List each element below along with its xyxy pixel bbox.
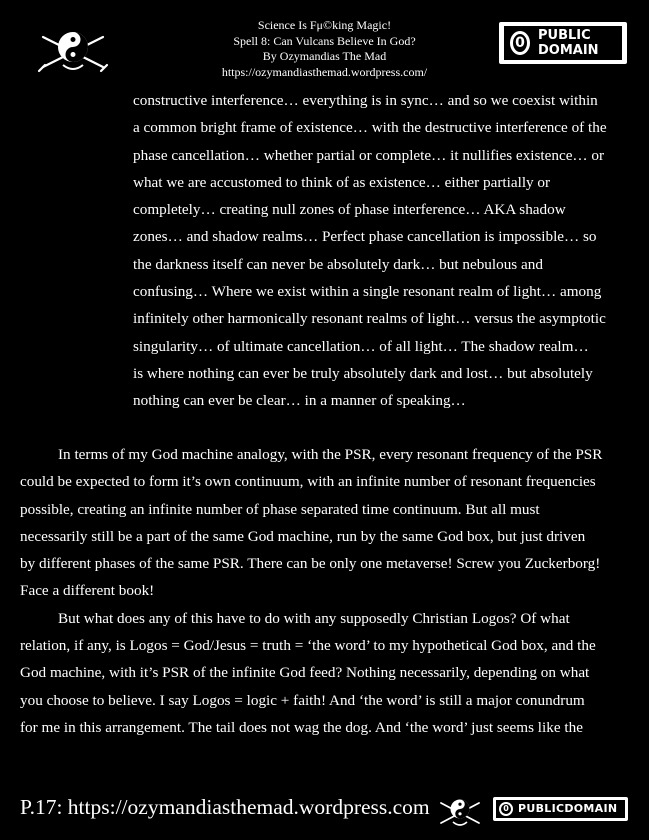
public-domain-symbol-icon: 0 [499,802,513,816]
quote-line: is where nothing can ever be truly absolutely dark and lost… but absolutely [133,364,593,382]
header-url: https://ozymandiasthemad.wordpress.com/ [221,64,428,79]
paragraph-line: In terms of my God machine analogy, with the PSR, every resonant frequency of the PSR [58,446,603,463]
paragraph-line: God machine, with it’s PSR of the infinite God feed? Nothing necessarily, depending on what [20,664,590,682]
badge-line-public: PUBLIC [538,28,591,43]
quote-line: a common bright frame of existence… with the destructive interference of the [133,119,607,137]
badge-line-domain: DOMAIN [538,43,599,58]
page-number-footer: P.17: https://ozymandiasthemad.wordpress.com [20,795,430,819]
paragraph-line: possible, creating an infinite number of phase separated time continuum. But all must [20,500,540,518]
quote-line: completely… creating null zones of phase interference… AKA shadow [133,201,566,219]
quote-line: constructive interference… everything is in sync… and so we coexist within [133,92,598,109]
public-domain-symbol-icon: 0 [510,31,530,55]
footer-badge-text: PUBLICDOMAIN [518,802,618,815]
quote-line: what we are accustomed to think of as existence… either partially or [133,173,551,191]
public-domain-badge [499,22,627,64]
quote-line: zones… and shadow realms… Perfect phase cancellation is impossible… so [133,228,597,246]
quote-line: the darkness itself can never be absolutely dark… but nebulous and [133,255,543,273]
paragraph-line: you choose to believe. I say Logos = logic + faith! And ‘the word’ is still a major conundrum [20,691,585,709]
paragraph-line: necessarily still be a part of the same God machine, run by the same God box, but just driven [20,527,586,545]
paragraph-line: Face a different book! [20,582,155,600]
quote-line: infinitely other harmonically resonant realms of light… versus the asymptotic [133,310,606,328]
quote-line: phase cancellation… whether partial or complete… it nullifies existence… or [133,146,605,164]
paragraph-line: relation, if any, is Logos = God/Jesus = truth = ‘the word’ to my hypothetical God box, and the [20,637,596,655]
public-domain-badge-small [493,797,628,821]
quote-line: singularity… of ultimate cancellation… of all light… The shadow realm… [133,337,589,355]
quote-line: nothing can ever be clear… in a manner of speaking… [133,392,466,410]
paragraph-line: could be expected to form it’s own continuum, with an infinite number of resonant frequencies [20,473,596,491]
yin-yang-crossed-swords-icon [436,795,484,829]
header-author: By Ozymandias The Mad [262,49,387,63]
paragraph-line: by different phases of the same PSR. There can be only one metaverse! Screw you Zuckerborg! [20,555,601,573]
body-text [20,441,635,741]
paragraph-line: But what does any of this have to do with any supposedly Christian Logos? Of what [58,609,570,627]
header-subtitle: Spell 8: Can Vulcans Believe In God? [233,33,416,48]
header-title: Science Is Fμ©king Magic! [257,18,392,32]
paragraph-line: for me in this arrangement. The tail does not wag the dog. And ‘the word’ just seems like the [20,718,583,736]
quote-line: confusing… Where we exist within a single resonant realm of light… among [133,283,602,301]
indented-quote [133,87,633,415]
